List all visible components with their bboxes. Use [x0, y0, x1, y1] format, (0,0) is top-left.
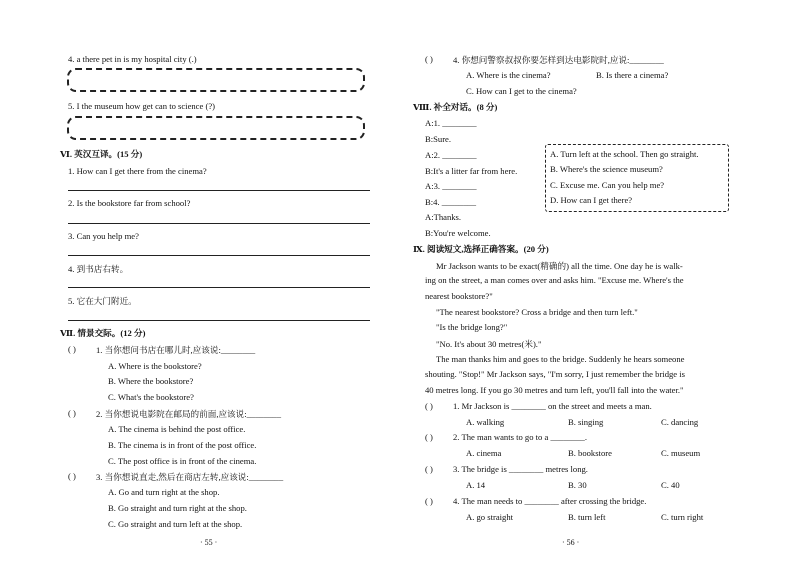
translate-item-1: 1. How can I get there from the cinema?: [68, 166, 207, 176]
question-stem: 3. The bridge is ________ metres long.: [453, 464, 588, 474]
dialog-line: A:Thanks.: [425, 212, 462, 222]
passage-line: shouting. "Stop!" Mr Jackson says, "I'm sorry, I just remember the bridge is: [425, 369, 685, 379]
option: B. Go straight and turn right at the shop.: [108, 503, 247, 513]
dialog-line: A:1. ________: [425, 118, 477, 128]
choice-a: A. Turn left at the school. Then go straight.: [550, 149, 699, 159]
answer-line-2[interactable]: [68, 223, 370, 224]
section-9-title: Ⅸ. 阅读短文,选择正确答案。(20 分): [413, 244, 549, 254]
question-stem: 4. 你想问警察叔叔你要怎样到达电影院时,应说:________: [453, 55, 664, 65]
option: B. singing: [568, 417, 604, 427]
dialog-line: A:3. ________: [425, 181, 477, 191]
answer-line-5[interactable]: [68, 320, 370, 321]
question-stem: 3. 当你想说直走,然后在商店左转,应该说:________: [96, 472, 284, 482]
dialog-line: B:It's a litter far from here.: [425, 166, 518, 176]
dialog-line: B:4. ________: [425, 197, 477, 207]
answer-paren[interactable]: ( ): [68, 408, 76, 418]
translate-item-3: 3. Can you help me?: [68, 231, 139, 241]
answer-paren[interactable]: ( ): [425, 496, 433, 506]
option: C. 40: [661, 480, 680, 490]
q5-answer-box[interactable]: [67, 116, 365, 140]
answer-line-1[interactable]: [68, 190, 370, 191]
translate-item-5: 5. 它在大门附近。: [68, 296, 137, 306]
passage-line: "Is the bridge long?": [436, 322, 508, 332]
q5-scrambled-words: 5. I the museum how get can to science (?): [68, 101, 215, 111]
q4-answer-box[interactable]: [67, 68, 365, 92]
dialog-line: B:Sure.: [425, 134, 452, 144]
option: A. Where is the bookstore?: [108, 361, 202, 371]
question-stem: 2. 当你想说电影院在邮局的前面,应该说:________: [96, 409, 282, 419]
option: C. dancing: [661, 417, 699, 427]
answer-paren[interactable]: ( ): [68, 471, 76, 481]
question-stem: 2. The man wants to go to a ________.: [453, 432, 587, 442]
passage-line: nearest bookstore?": [425, 291, 493, 301]
answer-line-3[interactable]: [68, 255, 370, 256]
passage-line: ing on the street, a man comes over and asks him. "Excuse me. Where's the: [425, 275, 684, 285]
dialog-line: B:You're welcome.: [425, 228, 491, 238]
section-8-title: Ⅷ. 补全对话。(8 分): [413, 102, 498, 112]
option: B. The cinema is in front of the post office.: [108, 440, 257, 450]
q4-scrambled-words: 4. a there pet in is my hospital city (.): [68, 54, 197, 64]
question-stem: 4. The man needs to ________ after crossing the bridge.: [453, 496, 647, 506]
question-stem: 1. Mr Jackson is ________ on the street and meets a man.: [453, 401, 652, 411]
option: B. Where the bookstore?: [108, 376, 194, 386]
option: B. bookstore: [568, 448, 612, 458]
answer-paren[interactable]: ( ): [425, 54, 433, 64]
dialog-line: A:2. ________: [425, 150, 477, 160]
passage-line: 40 metres long. If you go 30 metres and turn left, you'll fall into the water.": [425, 385, 684, 395]
section-7-title: Ⅶ. 情景交际。(12 分): [60, 328, 146, 338]
option: A. go straight: [466, 512, 514, 522]
choices-box: [545, 144, 729, 212]
option: A. 14: [466, 480, 486, 490]
option: C. The post office is in front of the cinema.: [108, 456, 257, 466]
option: A. The cinema is behind the post office.: [108, 424, 246, 434]
answer-paren[interactable]: ( ): [425, 464, 433, 474]
answer-paren[interactable]: ( ): [425, 432, 433, 442]
option: B. Is there a cinema?: [596, 70, 669, 80]
passage-line: The man thanks him and goes to the bridge. Suddenly he hears someone: [436, 354, 685, 364]
passage-line: "No. It's about 30 metres(米).": [436, 339, 542, 349]
page-number-right: · 56 ·: [562, 538, 580, 547]
option: B. 30: [568, 480, 587, 490]
choice-c: C. Excuse me. Can you help me?: [550, 180, 665, 190]
answer-paren[interactable]: ( ): [425, 401, 433, 411]
question-stem: 1. 当你想问书店在哪儿时,应该说:________: [96, 345, 256, 355]
passage-line: "The nearest bookstore? Cross a bridge and then turn left.": [436, 307, 638, 317]
page-number-left: · 55 ·: [200, 538, 218, 547]
option: C. What's the bookstore?: [108, 392, 194, 402]
answer-paren[interactable]: ( ): [68, 344, 76, 354]
option: C. Go straight and turn left at the shop.: [108, 519, 243, 529]
section-6-title: Ⅵ. 英汉互译。(15 分): [60, 149, 143, 159]
option: A. walking: [466, 417, 505, 427]
option: A. Go and turn right at the shop.: [108, 487, 220, 497]
translate-item-2: 2. Is the bookstore far from school?: [68, 198, 191, 208]
option: C. How can I get to the cinema?: [466, 86, 577, 96]
passage-line: Mr Jackson wants to be exact(精确的) all the time. One day he is walk-: [436, 261, 683, 271]
option: C. turn right: [661, 512, 704, 522]
translate-item-4: 4. 到书店右转。: [68, 264, 129, 274]
option: B. turn left: [568, 512, 606, 522]
option: A. Where is the cinema?: [466, 70, 551, 80]
answer-line-4[interactable]: [68, 287, 370, 288]
choice-b: B. Where's the science museum?: [550, 164, 663, 174]
option: A. cinema: [466, 448, 502, 458]
option: C. museum: [661, 448, 701, 458]
choice-d: D. How can I get there?: [550, 195, 633, 205]
